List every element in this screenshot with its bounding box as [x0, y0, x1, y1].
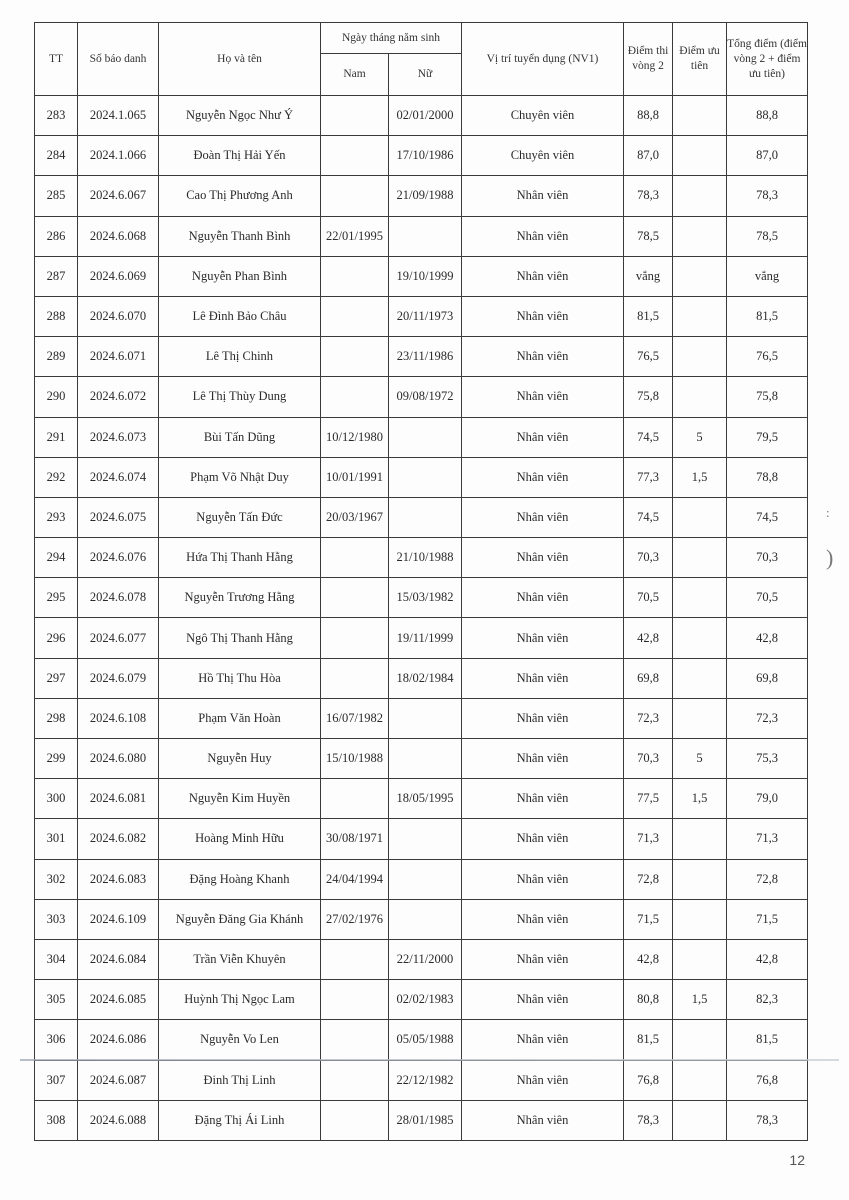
cell-tt: 292 — [35, 457, 78, 497]
cell-nu: 22/12/1982 — [389, 1060, 462, 1100]
cell-diem-uu-tien — [673, 819, 727, 859]
cell-nam — [321, 538, 389, 578]
cell-so-bao-danh: 2024.6.087 — [78, 1060, 159, 1100]
table-row — [35, 296, 808, 336]
cell-so-bao-danh: 2024.6.069 — [78, 256, 159, 296]
cell-tt: 289 — [35, 337, 78, 377]
cell-vi-tri: Nhân viên — [462, 819, 624, 859]
cell-nu: 22/11/2000 — [389, 939, 462, 979]
cell-nu: 21/10/1988 — [389, 538, 462, 578]
cell-diem-thi: vắng — [624, 256, 673, 296]
cell-diem-uu-tien — [673, 1060, 727, 1100]
cell-diem-thi: 78,5 — [624, 216, 673, 256]
cell-diem-uu-tien — [673, 497, 727, 537]
cell-nu: 21/09/1988 — [389, 176, 462, 216]
cell-tt: 305 — [35, 980, 78, 1020]
cell-ho-va-ten: Hồ Thị Thu Hòa — [159, 658, 321, 698]
cell-nam — [321, 377, 389, 417]
cell-vi-tri: Nhân viên — [462, 698, 624, 738]
cell-tt: 298 — [35, 698, 78, 738]
cell-nu — [389, 899, 462, 939]
cell-nu: 02/02/1983 — [389, 980, 462, 1020]
table-row — [35, 1060, 808, 1100]
table-row — [35, 698, 808, 738]
cell-diem-thi: 42,8 — [624, 939, 673, 979]
table-row — [35, 739, 808, 779]
cell-diem-thi: 69,8 — [624, 658, 673, 698]
cell-vi-tri: Nhân viên — [462, 658, 624, 698]
cell-nu: 02/01/2000 — [389, 96, 462, 136]
cell-ho-va-ten: Nguyễn Ngọc Như Ý — [159, 96, 321, 136]
cell-so-bao-danh: 2024.6.084 — [78, 939, 159, 979]
cell-nu: 15/03/1982 — [389, 578, 462, 618]
cell-nam — [321, 939, 389, 979]
cell-so-bao-danh: 2024.6.109 — [78, 899, 159, 939]
cell-ho-va-ten: Nguyễn Phan Bình — [159, 256, 321, 296]
cell-nam — [321, 980, 389, 1020]
table-body — [35, 96, 808, 1141]
cell-nu — [389, 497, 462, 537]
cell-diem-thi: 81,5 — [624, 296, 673, 336]
cell-tong-diem: 78,3 — [727, 1100, 808, 1140]
cell-tong-diem: 79,0 — [727, 779, 808, 819]
cell-tong-diem: 72,8 — [727, 859, 808, 899]
cell-diem-uu-tien — [673, 256, 727, 296]
cell-so-bao-danh: 2024.6.108 — [78, 698, 159, 738]
cell-so-bao-danh: 2024.6.083 — [78, 859, 159, 899]
cell-nu: 05/05/1988 — [389, 1020, 462, 1060]
table-row — [35, 337, 808, 377]
cell-diem-thi: 81,5 — [624, 1020, 673, 1060]
cell-tt: 291 — [35, 417, 78, 457]
cell-vi-tri: Nhân viên — [462, 859, 624, 899]
header-tt: TT — [35, 23, 78, 96]
cell-diem-uu-tien: 1,5 — [673, 779, 727, 819]
cell-tt: 290 — [35, 377, 78, 417]
cell-diem-thi: 71,3 — [624, 819, 673, 859]
cell-nam — [321, 1100, 389, 1140]
cell-ho-va-ten: Hoàng Minh Hữu — [159, 819, 321, 859]
cell-so-bao-danh: 2024.1.065 — [78, 96, 159, 136]
cell-diem-thi: 70,3 — [624, 538, 673, 578]
cell-tt: 306 — [35, 1020, 78, 1060]
cell-nam — [321, 176, 389, 216]
cell-nu — [389, 698, 462, 738]
table-row — [35, 939, 808, 979]
cell-nam: 10/01/1991 — [321, 457, 389, 497]
cell-diem-thi: 77,3 — [624, 457, 673, 497]
cell-vi-tri: Nhân viên — [462, 578, 624, 618]
cell-so-bao-danh: 2024.6.077 — [78, 618, 159, 658]
cell-diem-uu-tien: 1,5 — [673, 457, 727, 497]
table-row — [35, 779, 808, 819]
cell-diem-uu-tien — [673, 658, 727, 698]
cell-tong-diem: 82,3 — [727, 980, 808, 1020]
cell-tong-diem: 71,5 — [727, 899, 808, 939]
cell-tong-diem: 78,5 — [727, 216, 808, 256]
header-so-bao-danh: Số báo danh — [78, 23, 159, 96]
cell-vi-tri: Nhân viên — [462, 1060, 624, 1100]
cell-tong-diem: 71,3 — [727, 819, 808, 859]
cell-tt: 300 — [35, 779, 78, 819]
cell-vi-tri: Nhân viên — [462, 779, 624, 819]
table-row — [35, 457, 808, 497]
cell-nam — [321, 337, 389, 377]
cell-vi-tri: Nhân viên — [462, 337, 624, 377]
cell-diem-uu-tien: 5 — [673, 739, 727, 779]
cell-nu — [389, 457, 462, 497]
cell-nam — [321, 96, 389, 136]
cell-tt: 304 — [35, 939, 78, 979]
cell-tong-diem: 72,3 — [727, 698, 808, 738]
cell-diem-uu-tien — [673, 859, 727, 899]
cell-diem-thi: 70,5 — [624, 578, 673, 618]
cell-nam — [321, 1020, 389, 1060]
cell-tong-diem: 76,5 — [727, 337, 808, 377]
cell-vi-tri: Nhân viên — [462, 899, 624, 939]
cell-so-bao-danh: 2024.6.085 — [78, 980, 159, 1020]
cell-diem-uu-tien — [673, 899, 727, 939]
cell-tong-diem: 42,8 — [727, 618, 808, 658]
cell-vi-tri: Nhân viên — [462, 417, 624, 457]
cell-tong-diem: 75,3 — [727, 739, 808, 779]
cell-nam — [321, 1060, 389, 1100]
cell-tt: 294 — [35, 538, 78, 578]
header-nam: Nam — [321, 54, 389, 96]
cell-so-bao-danh: 2024.6.081 — [78, 779, 159, 819]
cell-tt: 295 — [35, 578, 78, 618]
cell-vi-tri: Chuyên viên — [462, 96, 624, 136]
cell-nu — [389, 739, 462, 779]
cell-tong-diem: vắng — [727, 256, 808, 296]
cell-ho-va-ten: Đoàn Thị Hải Yến — [159, 136, 321, 176]
header-ngay-thang-nam-sinh: Ngày tháng năm sinh — [321, 23, 462, 54]
cell-diem-uu-tien — [673, 96, 727, 136]
cell-tong-diem: 76,8 — [727, 1060, 808, 1100]
header-diem-thi: Điểm thi vòng 2 — [624, 23, 673, 96]
header-diem-uu-tien: Điểm ưu tiên — [673, 23, 727, 96]
cell-nu — [389, 819, 462, 859]
table-row — [35, 980, 808, 1020]
cell-tt: 303 — [35, 899, 78, 939]
table-row — [35, 1020, 808, 1060]
cell-diem-uu-tien — [673, 1020, 727, 1060]
cell-so-bao-danh: 2024.6.071 — [78, 337, 159, 377]
cell-so-bao-danh: 2024.6.075 — [78, 497, 159, 537]
cell-ho-va-ten: Nguyễn Vo Len — [159, 1020, 321, 1060]
table-row — [35, 497, 808, 537]
cell-tt: 286 — [35, 216, 78, 256]
cell-ho-va-ten: Nguyễn Đăng Gia Khánh — [159, 899, 321, 939]
cell-vi-tri: Nhân viên — [462, 980, 624, 1020]
cell-so-bao-danh: 2024.6.080 — [78, 739, 159, 779]
cell-diem-uu-tien: 1,5 — [673, 980, 727, 1020]
cell-vi-tri: Nhân viên — [462, 739, 624, 779]
header-vi-tri: Vị trí tuyển dụng (NV1) — [462, 23, 624, 96]
cell-ho-va-ten: Cao Thị Phương Anh — [159, 176, 321, 216]
table-row — [35, 1100, 808, 1140]
cell-ho-va-ten: Lê Thị Thùy Dung — [159, 377, 321, 417]
cell-tt: 299 — [35, 739, 78, 779]
cell-nu: 23/11/1986 — [389, 337, 462, 377]
table-row — [35, 538, 808, 578]
cell-tt: 296 — [35, 618, 78, 658]
cell-tong-diem: 70,3 — [727, 538, 808, 578]
cell-nam — [321, 136, 389, 176]
cell-diem-thi: 78,3 — [624, 1100, 673, 1140]
cell-diem-thi: 70,3 — [624, 739, 673, 779]
cell-nam — [321, 296, 389, 336]
cell-nu — [389, 216, 462, 256]
cell-diem-uu-tien — [673, 538, 727, 578]
cell-diem-thi: 78,3 — [624, 176, 673, 216]
cell-nam — [321, 256, 389, 296]
cell-nam — [321, 618, 389, 658]
cell-tt: 307 — [35, 1060, 78, 1100]
results-table — [34, 22, 808, 1141]
cell-diem-thi: 76,5 — [624, 337, 673, 377]
cell-ho-va-ten: Nguyễn Huy — [159, 739, 321, 779]
cell-tong-diem: 69,8 — [727, 658, 808, 698]
scan-artifact-line — [20, 1059, 839, 1061]
cell-ho-va-ten: Bùi Tấn Dũng — [159, 417, 321, 457]
cell-diem-uu-tien — [673, 296, 727, 336]
cell-tong-diem: 81,5 — [727, 1020, 808, 1060]
cell-ho-va-ten: Phạm Võ Nhật Duy — [159, 457, 321, 497]
table-row — [35, 256, 808, 296]
cell-vi-tri: Nhân viên — [462, 457, 624, 497]
cell-tong-diem: 81,5 — [727, 296, 808, 336]
cell-vi-tri: Nhân viên — [462, 497, 624, 537]
cell-nu: 28/01/1985 — [389, 1100, 462, 1140]
header-ho-va-ten: Họ và tên — [159, 23, 321, 96]
cell-diem-thi: 87,0 — [624, 136, 673, 176]
cell-nu: 19/10/1999 — [389, 256, 462, 296]
cell-so-bao-danh: 2024.6.074 — [78, 457, 159, 497]
cell-ho-va-ten: Ngô Thị Thanh Hằng — [159, 618, 321, 658]
cell-so-bao-danh: 2024.6.068 — [78, 216, 159, 256]
table-row — [35, 578, 808, 618]
page-number: 12 — [789, 1152, 805, 1168]
cell-diem-uu-tien — [673, 939, 727, 979]
cell-tong-diem: 78,3 — [727, 176, 808, 216]
cell-so-bao-danh: 2024.6.073 — [78, 417, 159, 457]
cell-ho-va-ten: Huỳnh Thị Ngọc Lam — [159, 980, 321, 1020]
cell-tt: 302 — [35, 859, 78, 899]
cell-nu: 18/05/1995 — [389, 779, 462, 819]
cell-nu: 09/08/1972 — [389, 377, 462, 417]
cell-ho-va-ten: Nguyễn Thanh Bình — [159, 216, 321, 256]
cell-diem-thi: 42,8 — [624, 618, 673, 658]
cell-tt: 283 — [35, 96, 78, 136]
cell-tong-diem: 87,0 — [727, 136, 808, 176]
table-row — [35, 658, 808, 698]
cell-nam: 16/07/1982 — [321, 698, 389, 738]
cell-vi-tri: Nhân viên — [462, 538, 624, 578]
cell-nu: 17/10/1986 — [389, 136, 462, 176]
cell-diem-thi: 88,8 — [624, 96, 673, 136]
cell-tong-diem: 74,5 — [727, 497, 808, 537]
cell-diem-thi: 72,3 — [624, 698, 673, 738]
cell-ho-va-ten: Đặng Thị Ái Linh — [159, 1100, 321, 1140]
table-row — [35, 417, 808, 457]
cell-so-bao-danh: 2024.6.082 — [78, 819, 159, 859]
table-row — [35, 136, 808, 176]
cell-tong-diem: 75,8 — [727, 377, 808, 417]
cell-diem-thi: 71,5 — [624, 899, 673, 939]
cell-tong-diem: 70,5 — [727, 578, 808, 618]
cell-diem-uu-tien — [673, 216, 727, 256]
cell-ho-va-ten: Lê Đình Bảo Châu — [159, 296, 321, 336]
table-row — [35, 618, 808, 658]
cell-tt: 301 — [35, 819, 78, 859]
cell-nam — [321, 658, 389, 698]
cell-so-bao-danh: 2024.6.078 — [78, 578, 159, 618]
cell-tt: 284 — [35, 136, 78, 176]
cell-vi-tri: Nhân viên — [462, 176, 624, 216]
cell-diem-thi: 80,8 — [624, 980, 673, 1020]
cell-tt: 287 — [35, 256, 78, 296]
cell-tt: 285 — [35, 176, 78, 216]
cell-tt: 308 — [35, 1100, 78, 1140]
cell-vi-tri: Nhân viên — [462, 939, 624, 979]
cell-so-bao-danh: 2024.6.088 — [78, 1100, 159, 1140]
cell-so-bao-danh: 2024.6.076 — [78, 538, 159, 578]
cell-nam: 10/12/1980 — [321, 417, 389, 457]
cell-diem-uu-tien — [673, 578, 727, 618]
cell-ho-va-ten: Đinh Thị Linh — [159, 1060, 321, 1100]
cell-nam: 15/10/1988 — [321, 739, 389, 779]
cell-diem-uu-tien — [673, 337, 727, 377]
header-nu: Nữ — [389, 54, 462, 96]
cell-diem-uu-tien — [673, 1100, 727, 1140]
cell-diem-thi: 74,5 — [624, 497, 673, 537]
cell-diem-thi: 74,5 — [624, 417, 673, 457]
cell-nam: 27/02/1976 — [321, 899, 389, 939]
cell-vi-tri: Nhân viên — [462, 216, 624, 256]
cell-ho-va-ten: Phạm Văn Hoàn — [159, 698, 321, 738]
cell-tt: 293 — [35, 497, 78, 537]
cell-diem-uu-tien — [673, 698, 727, 738]
table-row — [35, 216, 808, 256]
cell-nu: 19/11/1999 — [389, 618, 462, 658]
cell-nam: 30/08/1971 — [321, 819, 389, 859]
cell-ho-va-ten: Đặng Hoàng Khanh — [159, 859, 321, 899]
cell-vi-tri: Nhân viên — [462, 1020, 624, 1060]
table-row — [35, 859, 808, 899]
cell-tong-diem: 79,5 — [727, 417, 808, 457]
cell-so-bao-danh: 2024.1.066 — [78, 136, 159, 176]
cell-diem-uu-tien — [673, 377, 727, 417]
cell-diem-uu-tien — [673, 618, 727, 658]
margin-mark: : — [826, 505, 830, 520]
cell-so-bao-danh: 2024.6.072 — [78, 377, 159, 417]
cell-so-bao-danh: 2024.6.067 — [78, 176, 159, 216]
cell-so-bao-danh: 2024.6.086 — [78, 1020, 159, 1060]
cell-nu: 18/02/1984 — [389, 658, 462, 698]
cell-ho-va-ten: Nguyễn Kim Huyền — [159, 779, 321, 819]
cell-diem-thi: 76,8 — [624, 1060, 673, 1100]
cell-nam: 20/03/1967 — [321, 497, 389, 537]
cell-nam — [321, 578, 389, 618]
cell-ho-va-ten: Trần Viễn Khuyên — [159, 939, 321, 979]
cell-nu: 20/11/1973 — [389, 296, 462, 336]
cell-vi-tri: Nhân viên — [462, 296, 624, 336]
table-row — [35, 377, 808, 417]
cell-tong-diem: 78,8 — [727, 457, 808, 497]
cell-so-bao-danh: 2024.6.070 — [78, 296, 159, 336]
cell-diem-thi: 75,8 — [624, 377, 673, 417]
cell-vi-tri: Chuyên viên — [462, 136, 624, 176]
cell-diem-uu-tien: 5 — [673, 417, 727, 457]
cell-nam: 22/01/1995 — [321, 216, 389, 256]
table-row — [35, 96, 808, 136]
cell-nam — [321, 779, 389, 819]
cell-tong-diem: 88,8 — [727, 96, 808, 136]
cell-so-bao-danh: 2024.6.079 — [78, 658, 159, 698]
cell-tt: 288 — [35, 296, 78, 336]
cell-ho-va-ten: Lê Thị Chinh — [159, 337, 321, 377]
cell-vi-tri: Nhân viên — [462, 618, 624, 658]
table-header — [35, 23, 808, 96]
cell-ho-va-ten: Nguyễn Trương Hằng — [159, 578, 321, 618]
cell-nam: 24/04/1994 — [321, 859, 389, 899]
cell-ho-va-ten: Nguyễn Tấn Đức — [159, 497, 321, 537]
cell-vi-tri: Nhân viên — [462, 1100, 624, 1140]
header-tong-diem: Tổng điểm (điểm vòng 2 + điểm ưu tiên) — [727, 23, 808, 96]
cell-tt: 297 — [35, 658, 78, 698]
cell-nu — [389, 417, 462, 457]
margin-mark: ) — [826, 545, 834, 570]
cell-vi-tri: Nhân viên — [462, 256, 624, 296]
cell-diem-uu-tien — [673, 136, 727, 176]
cell-nu — [389, 859, 462, 899]
cell-vi-tri: Nhân viên — [462, 377, 624, 417]
cell-diem-thi: 72,8 — [624, 859, 673, 899]
table-row — [35, 899, 808, 939]
cell-diem-uu-tien — [673, 176, 727, 216]
table-row — [35, 819, 808, 859]
cell-tong-diem: 42,8 — [727, 939, 808, 979]
cell-diem-thi: 77,5 — [624, 779, 673, 819]
table-row — [35, 176, 808, 216]
cell-ho-va-ten: Hứa Thị Thanh Hằng — [159, 538, 321, 578]
